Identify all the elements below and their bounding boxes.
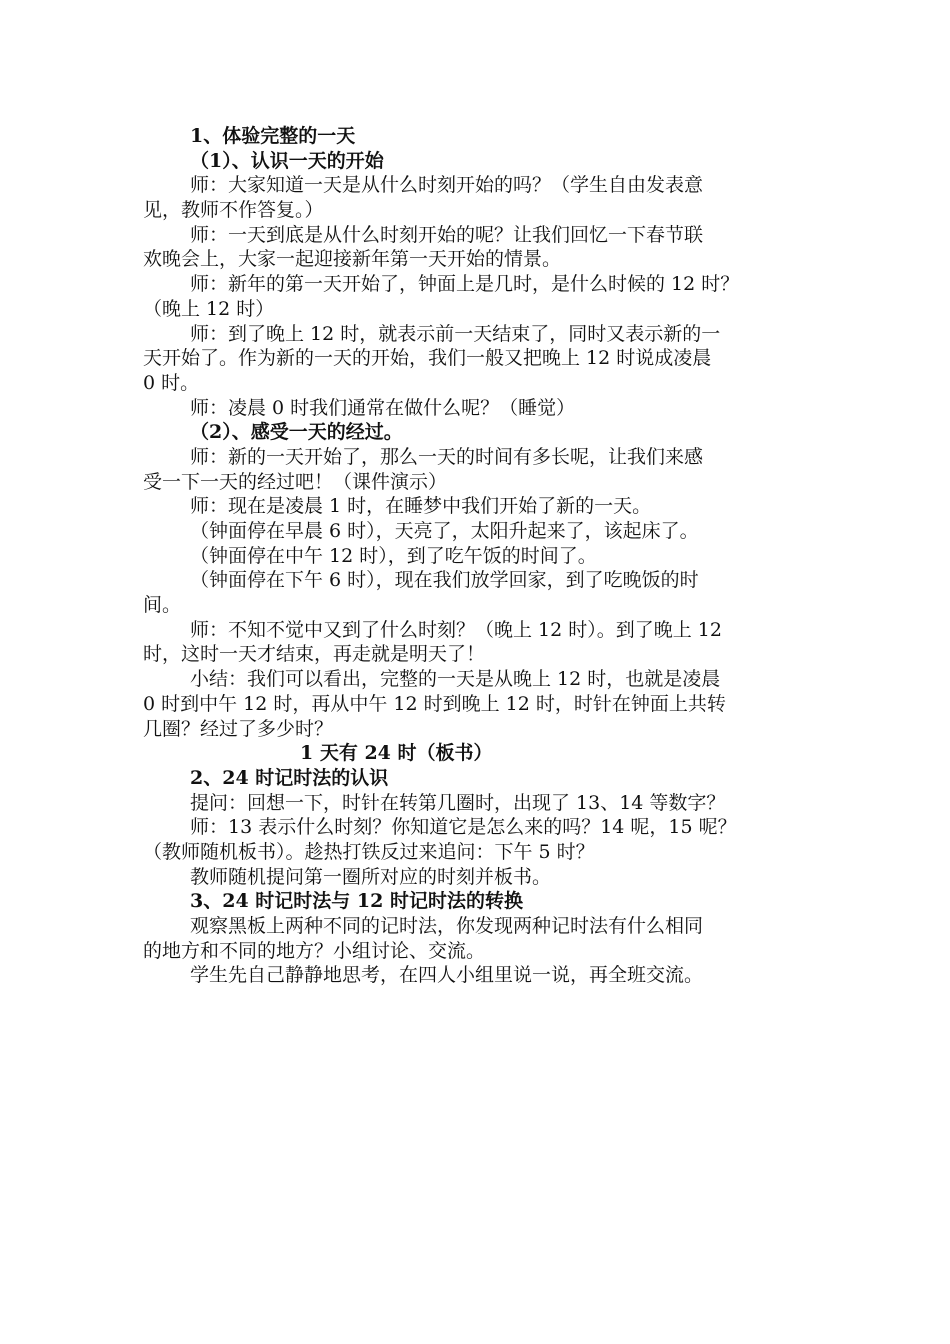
text-line: 间。	[143, 594, 182, 617]
section-heading: 2、24 时记时法的认识	[190, 766, 389, 789]
text-line: 几圈？经过了多少时？	[143, 717, 334, 740]
text-line: 时，这时一天才结束，再走就是明天了！	[143, 643, 486, 666]
section-heading: （2）、感受一天的经过。	[190, 421, 403, 444]
text-line: （钟面停在下午 6 时），现在我们放学回家，到了吃晚饭的时	[190, 569, 699, 592]
text-line: 学生先自己静静地思考，在四人小组里说一说，再全班交流。	[190, 964, 704, 987]
text-line: （晚上 12 时）	[143, 297, 275, 320]
text-line: 师：13 表示什么时刻？你知道它是怎么来的吗？14 呢，15 呢？	[190, 816, 737, 839]
text-line: 小结：我们可以看出，完整的一天是从晚上 12 时，也就是凌晨	[190, 668, 721, 691]
text-line: 师：凌晨 0 时我们通常在做什么呢？（睡觉）	[190, 396, 576, 419]
text-line: 0 时。	[143, 371, 200, 394]
text-line: 见，教师不作答复。）	[143, 199, 324, 222]
text-line: 师：现在是凌晨 1 时，在睡梦中我们开始了新的一天。	[190, 495, 652, 518]
text-line: 师：新的一天开始了，那么一天的时间有多长呢，让我们来感	[190, 445, 704, 468]
text-line: 师：新年的第一天开始了，钟面上是几时，是什么时候的 12 时？	[190, 273, 740, 296]
text-line: （教师随机板书）。趁热打铁反过来追问：下午 5 时？	[143, 840, 595, 863]
document-body	[143, 124, 811, 988]
section-heading: 3、24 时记时法与 12 时记时法的转换	[190, 890, 523, 913]
text-line: 天开始了。作为新的一天的开始，我们一般又把晚上 12 时说成凌晨	[143, 347, 712, 370]
text-line: 师：大家知道一天是从什么时刻开始的吗？（学生自由发表意	[190, 174, 704, 197]
text-line: 欢晚会上，大家一起迎接新年第一天开始的情景。	[143, 248, 562, 271]
text-line: 0 时到中午 12 时，再从中午 12 时到晚上 12 时，时针在钟面上共转	[143, 692, 726, 715]
section-heading: 1 天有 24 时（板书）	[300, 742, 493, 765]
text-line: 提问：回想一下，时针在转第几圈时，出现了 13、14 等数字？	[190, 791, 726, 814]
text-line: 师：一天到底是从什么时刻开始的呢？让我们回忆一下春节联	[190, 223, 704, 246]
text-line: 教师随机提问第一圈所对应的时刻并板书。	[190, 865, 552, 888]
text-line: （钟面停在早晨 6 时），天亮了，太阳升起来了，该起床了。	[190, 520, 699, 542]
text-line: 受一下一天的经过吧！（课件演示）	[143, 470, 448, 493]
text-line: （钟面停在中午 12 时），到了吃午饭的时间了。	[190, 544, 597, 567]
section-heading: （1）、认识一天的开始	[190, 149, 384, 172]
text-line: 观察黑板上两种不同的记时法，你发现两种记时法有什么相同	[190, 915, 704, 937]
text-line: 的地方和不同的地方？小组讨论、交流。	[143, 939, 486, 962]
text-line: 师：不知不觉中又到了什么时刻？（晚上 12 时）。到了晚上 12	[190, 618, 722, 641]
text-line: 师：到了晚上 12 时，就表示前一天结束了，同时又表示新的一	[190, 322, 721, 345]
section-heading: 1、体验完整的一天	[190, 125, 356, 147]
